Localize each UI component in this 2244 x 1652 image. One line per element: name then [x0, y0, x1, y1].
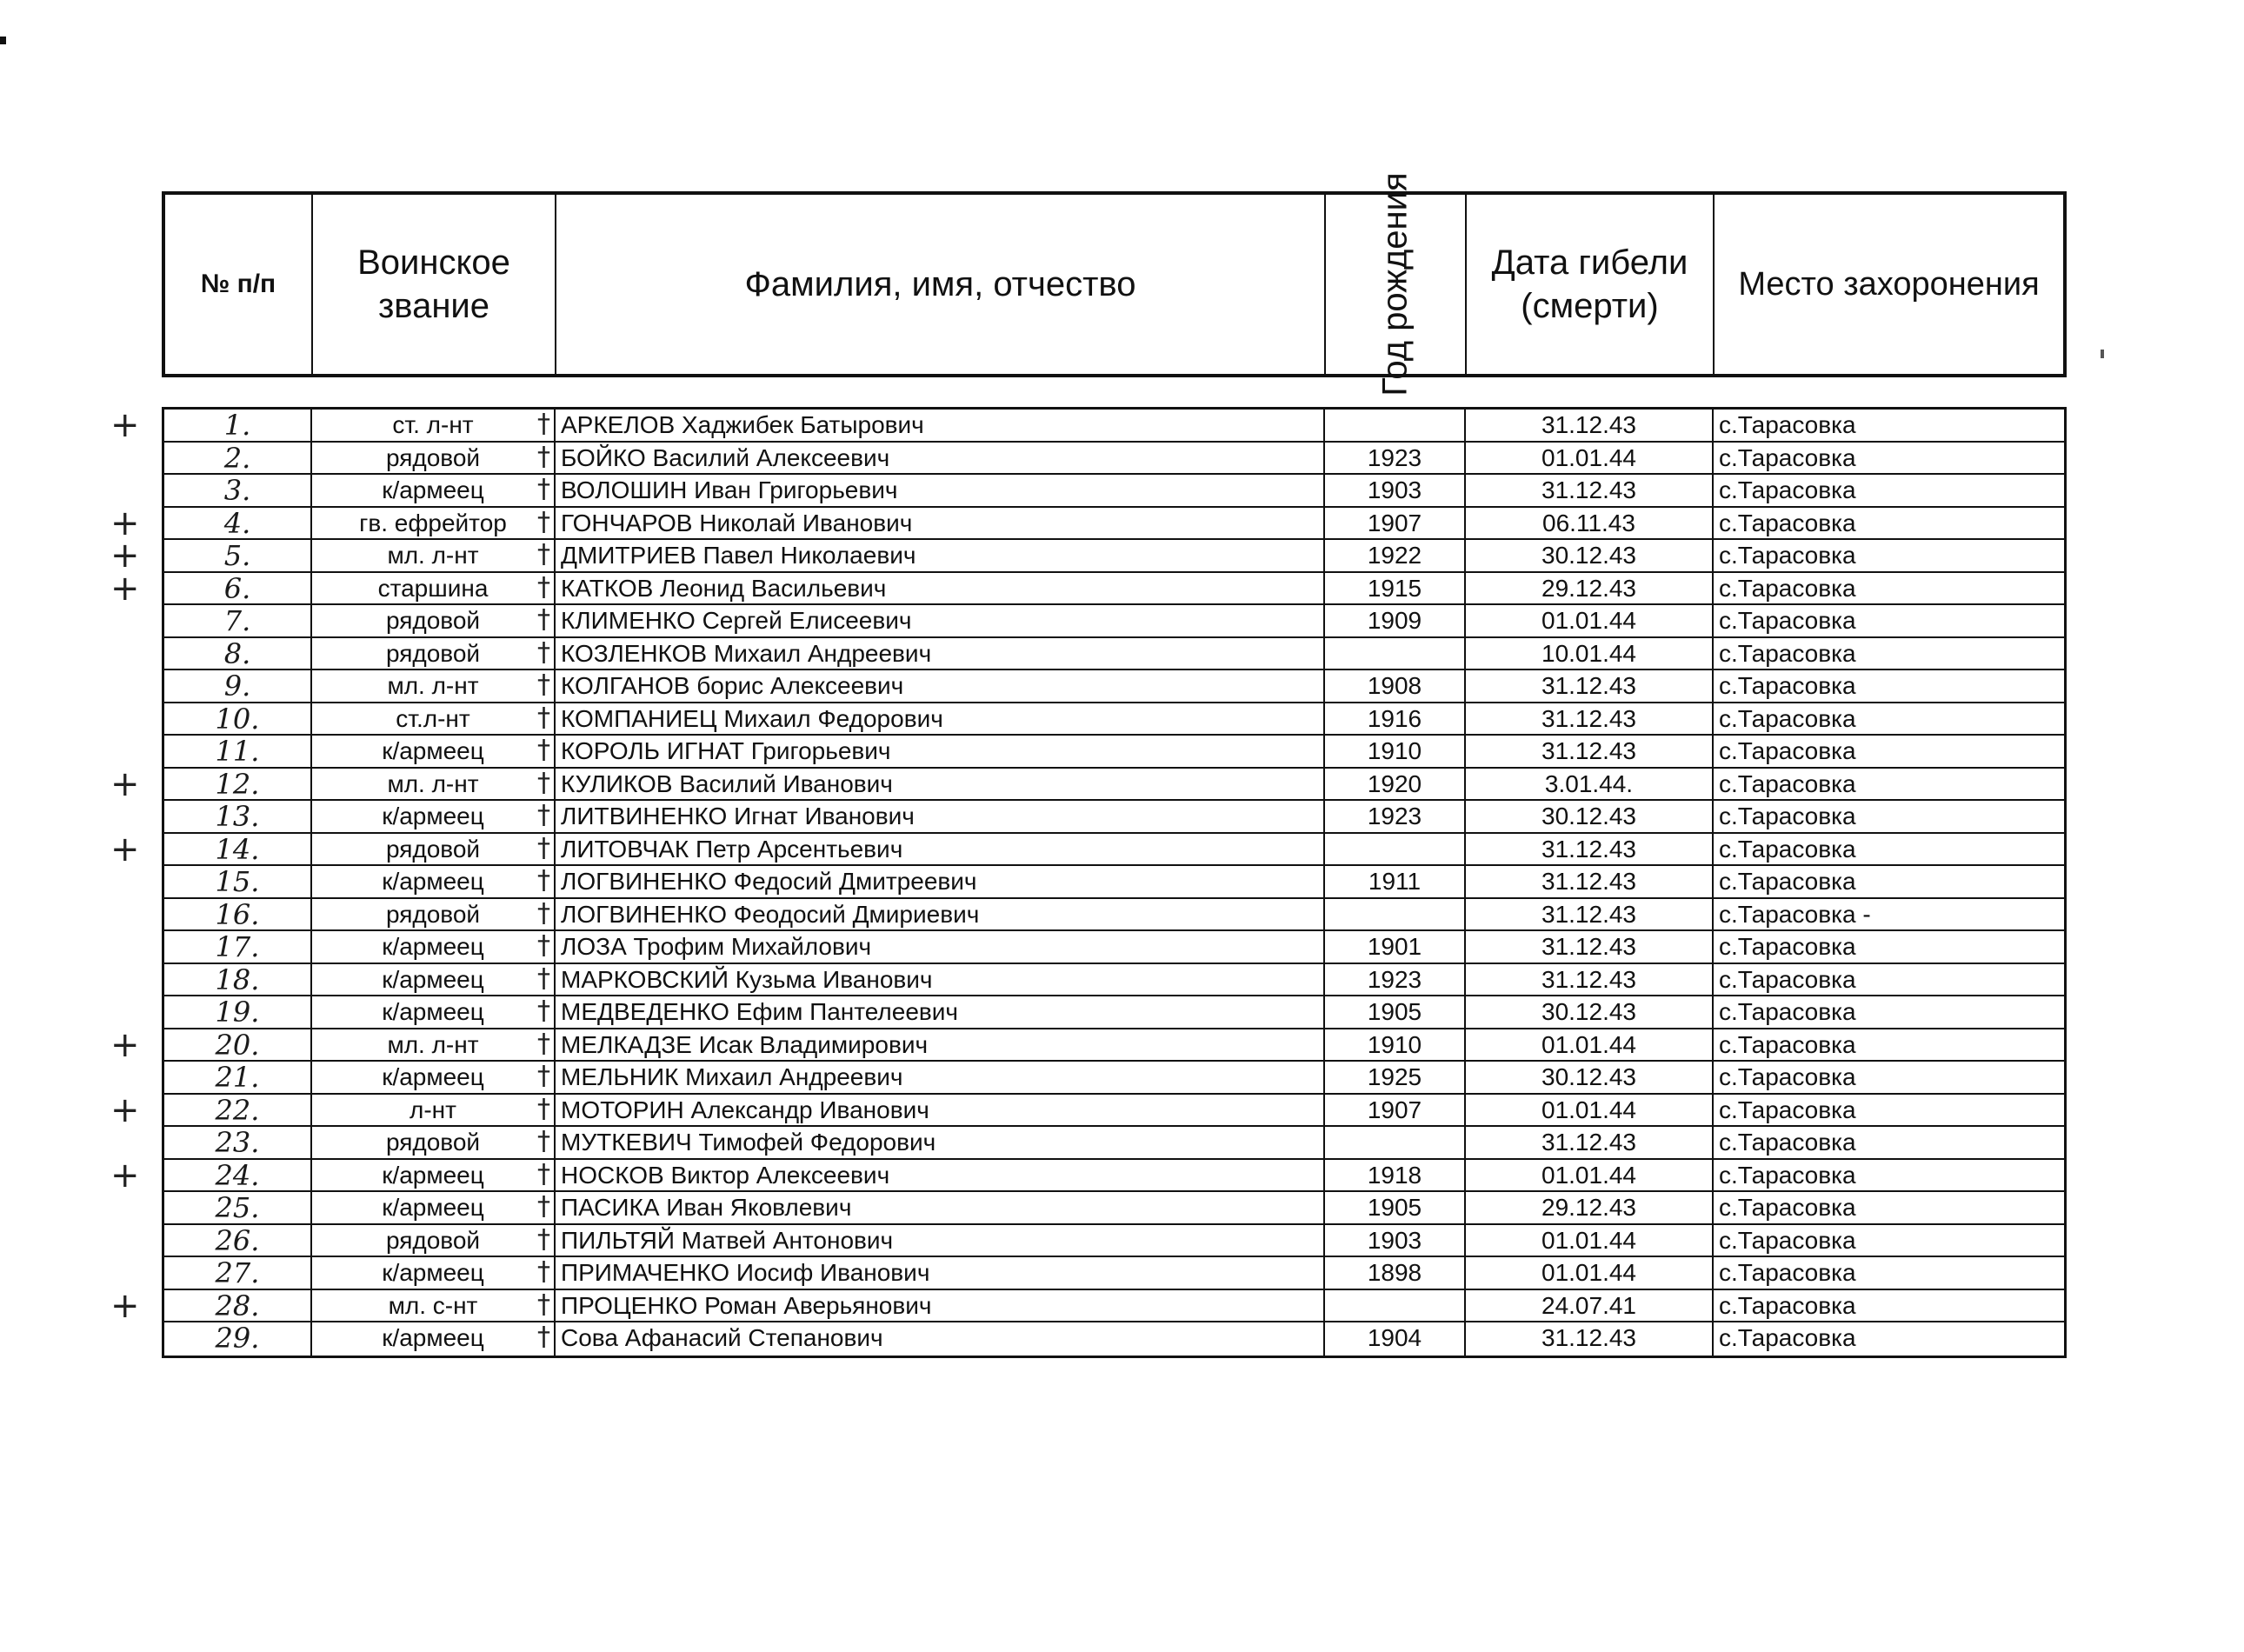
- cell-burial-place: с.Тарасовка -: [1719, 900, 1871, 928]
- table-row: [164, 996, 2064, 1029]
- cell-birth-year: 1903: [1325, 1225, 1466, 1256]
- cell-burial-place: с.Тарасовка: [1719, 411, 1856, 438]
- cell-full-name: АРКЕЛОВ Хаджибек Батырович: [556, 410, 1325, 441]
- cell-number: 28.: [164, 1290, 312, 1322]
- cell-number: 2.: [164, 443, 312, 474]
- cell-death-date: 31.12.43: [1466, 834, 1714, 865]
- rank-text: к/армеец: [382, 868, 484, 895]
- cell-full-name: БОЙКО Василий Алексеевич: [556, 443, 1325, 474]
- cell-full-name: ПАСИКА Иван Яковлевич: [556, 1192, 1325, 1223]
- cell-rank: [312, 1127, 556, 1158]
- table-row: [164, 475, 2064, 508]
- cell-number: 4.: [164, 508, 312, 539]
- cell-burial-place: с.Тарасовка: [1719, 1096, 1856, 1123]
- cell-full-name: МУТКЕВИЧ Тимофей Федорович: [556, 1127, 1325, 1158]
- cell-full-name: КОЛГАНОВ борис Алексеевич: [556, 670, 1325, 702]
- cell-death-date: 01.01.44: [1466, 1029, 1714, 1061]
- cross-mark-icon: †: [537, 507, 550, 537]
- cross-mark-icon: †: [537, 1127, 550, 1156]
- cell-burial-place: с.Тарасовка: [1719, 574, 1856, 602]
- rank-text: к/армеец: [382, 965, 484, 993]
- cross-mark-icon: †: [537, 1192, 550, 1222]
- cell-death-date: 31.12.43: [1466, 1127, 1714, 1158]
- table-row: [110, 405, 2064, 445]
- cell-burial-place: с.Тарасовка: [1719, 476, 1856, 503]
- cross-mark-icon: †: [537, 1289, 550, 1320]
- cell-rank: [312, 1095, 556, 1126]
- cell-number: 18.: [164, 964, 312, 996]
- header-birth-year: [1326, 172, 1467, 396]
- rank-text: мл. с-нт: [388, 1291, 478, 1319]
- cell-burial-place: с.Тарасовка: [1719, 1129, 1856, 1156]
- cell-death-date: 31.12.43: [1466, 703, 1714, 735]
- cross-mark-icon: †: [537, 996, 550, 1026]
- rank-text: л-нт: [410, 1096, 456, 1123]
- rank-text: мл. л-нт: [387, 1030, 479, 1058]
- cell-death-date: 01.01.44: [1466, 1095, 1714, 1126]
- table-row: [164, 801, 2064, 834]
- cell-birth-year: 1904: [1325, 1322, 1466, 1356]
- cell-birth-year: 1909: [1325, 605, 1466, 636]
- cell-rank: [312, 605, 556, 636]
- rank-text: к/армеец: [382, 1324, 484, 1351]
- rank-text: к/армеец: [382, 476, 484, 503]
- rank-text: рядовой: [385, 835, 481, 863]
- cell-birth-year: [1325, 899, 1466, 930]
- cross-mark-icon: †: [537, 833, 550, 863]
- cell-number: 5.: [164, 540, 312, 571]
- cell-death-date: 30.12.43: [1466, 1062, 1714, 1093]
- cell-rank: [312, 834, 556, 865]
- rank-text: рядовой: [385, 1129, 481, 1156]
- cell-full-name: МОТОРИН Александр Иванович: [556, 1095, 1325, 1126]
- cell-rank: [312, 443, 556, 474]
- cell-birth-year: 1908: [1325, 670, 1466, 702]
- table-row: [110, 536, 2064, 576]
- cell-full-name: КОЗЛЕНКОВ Михаил Андреевич: [556, 638, 1325, 669]
- cross-mark-icon: †: [537, 1029, 550, 1059]
- cross-mark-icon: †: [537, 1322, 550, 1352]
- cross-mark-icon: †: [537, 1257, 550, 1287]
- cell-burial-place: с.Тарасовка: [1719, 965, 1856, 993]
- rank-text: к/армеец: [382, 1161, 484, 1189]
- table-row: [164, 866, 2064, 899]
- cell-birth-year: [1325, 410, 1466, 441]
- cell-burial-place: с.Тарасовка: [1719, 542, 1856, 569]
- cross-mark-icon: †: [537, 540, 550, 570]
- rank-text: к/армеец: [382, 1259, 484, 1286]
- cell-rank: [312, 964, 556, 996]
- cell-burial-place: с.Тарасовка: [1719, 509, 1856, 536]
- cross-mark-icon: †: [537, 572, 550, 603]
- cell-death-date: 29.12.43: [1466, 573, 1714, 604]
- table-row: [110, 763, 2064, 804]
- cell-burial-place: с.Тарасовка: [1719, 835, 1856, 863]
- table-row: [164, 703, 2064, 736]
- table-row: [164, 638, 2064, 671]
- cross-mark-icon: †: [537, 931, 550, 961]
- cell-burial-place: с.Тарасовка: [1719, 1030, 1856, 1058]
- cell-birth-year: 1911: [1325, 866, 1466, 897]
- cell-full-name: КОРОЛЬ ИГНАТ Григорьевич: [556, 736, 1325, 767]
- cell-rank: [312, 670, 556, 702]
- cell-death-date: 10.01.44: [1466, 638, 1714, 669]
- cross-mark-icon: †: [537, 866, 550, 896]
- cell-death-date: 31.12.43: [1466, 410, 1714, 441]
- cell-burial-place: с.Тарасовка: [1719, 443, 1856, 471]
- cell-full-name: ЛОЗА Трофим Михайлович: [556, 931, 1325, 963]
- scan-artifact: [0, 37, 6, 44]
- cell-death-date: 31.12.43: [1466, 736, 1714, 767]
- cell-birth-year: 1925: [1325, 1062, 1466, 1093]
- cell-full-name: ГОНЧАРОВ Николай Иванович: [556, 508, 1325, 539]
- rank-text: к/армеец: [382, 933, 484, 960]
- cell-birth-year: 1898: [1325, 1257, 1466, 1289]
- cell-birth-year: [1325, 638, 1466, 669]
- cell-number: 20.: [164, 1029, 312, 1061]
- table-row: [110, 1285, 2064, 1326]
- cell-burial-place: с.Тарасовка: [1719, 933, 1856, 960]
- cell-burial-place: с.Тарасовка: [1719, 769, 1856, 797]
- cell-burial-place: с.Тарасовка: [1719, 1291, 1856, 1319]
- cell-rank: [312, 1290, 556, 1322]
- cell-number: 25.: [164, 1192, 312, 1223]
- cross-mark-icon: +: [110, 1155, 140, 1196]
- cross-mark-icon: †: [537, 410, 550, 439]
- cell-birth-year: 1905: [1325, 1192, 1466, 1223]
- table-row: [164, 1257, 2064, 1290]
- cell-burial-place: с.Тарасовка: [1719, 1324, 1856, 1351]
- cell-birth-year: [1325, 1127, 1466, 1158]
- cell-death-date: 30.12.43: [1466, 996, 1714, 1028]
- cell-death-date: 01.01.44: [1466, 1160, 1714, 1191]
- cell-full-name: МЕДВЕДЕНКО Ефим Пантелеевич: [556, 996, 1325, 1028]
- cross-mark-icon: †: [537, 703, 550, 733]
- table-row: [164, 1192, 2064, 1225]
- cell-death-date: 29.12.43: [1466, 1192, 1714, 1223]
- rank-text: ст.л-нт: [396, 704, 470, 732]
- rank-text: рядовой: [385, 639, 481, 667]
- cell-number: 10.: [164, 703, 312, 735]
- rank-text: к/армеец: [382, 1194, 484, 1221]
- cell-rank: [312, 899, 556, 930]
- cell-rank: [312, 801, 556, 832]
- cell-burial-place: с.Тарасовка: [1719, 1226, 1856, 1254]
- table-body: [110, 405, 2067, 1358]
- cell-number: 26.: [164, 1225, 312, 1256]
- cell-full-name: НОСКОВ Виктор Алексеевич: [556, 1160, 1325, 1191]
- cell-death-date: 01.01.44: [1466, 1225, 1714, 1256]
- table-row: [164, 1322, 2064, 1356]
- rank-text: рядовой: [385, 900, 481, 928]
- cross-mark-icon: †: [537, 963, 550, 994]
- cell-full-name: КОМПАНИЕЦ Михаил Федорович: [556, 703, 1325, 735]
- cell-number: 14.: [164, 834, 312, 865]
- cell-birth-year: 1923: [1325, 443, 1466, 474]
- rank-text: к/армеец: [382, 737, 484, 764]
- cell-burial-place: с.Тарасовка: [1719, 1194, 1856, 1221]
- rank-text: гв. ефрейтор: [359, 509, 507, 536]
- cell-birth-year: 1920: [1325, 769, 1466, 800]
- cell-rank: [312, 1257, 556, 1289]
- cross-mark-icon: †: [537, 637, 550, 668]
- cell-full-name: ПРИМАЧЕНКО Иосиф Иванович: [556, 1257, 1325, 1289]
- cell-death-date: 3.01.44.: [1466, 769, 1714, 800]
- cross-mark-icon: †: [537, 605, 550, 635]
- cell-rank: [312, 1029, 556, 1061]
- cross-mark-icon: +: [110, 1024, 140, 1065]
- rank-text: к/армеец: [382, 1063, 484, 1090]
- cell-death-date: 01.01.44: [1466, 1257, 1714, 1289]
- cross-mark-icon: †: [537, 1094, 550, 1124]
- rank-text: к/армеец: [382, 803, 484, 829]
- cell-birth-year: 1910: [1325, 1029, 1466, 1061]
- rank-text: к/армеец: [382, 998, 484, 1025]
- table-row: [110, 503, 2064, 543]
- cell-rank: [312, 540, 556, 571]
- cell-number: 1.: [164, 410, 312, 441]
- cell-burial-place: с.Тарасовка: [1719, 868, 1856, 895]
- cell-number: 23.: [164, 1127, 312, 1158]
- cell-birth-year: 1903: [1325, 475, 1466, 506]
- cell-rank: [312, 931, 556, 963]
- cell-burial-place: с.Тарасовка: [1719, 672, 1856, 699]
- cell-full-name: МЕЛЬНИК Михаил Андреевич: [556, 1062, 1325, 1093]
- table-row: [110, 1024, 2064, 1065]
- cell-number: 15.: [164, 866, 312, 897]
- cell-number: 6.: [164, 573, 312, 604]
- cell-rank: [312, 573, 556, 604]
- cell-full-name: КУЛИКОВ Василий Иванович: [556, 769, 1325, 800]
- cell-number: 3.: [164, 475, 312, 506]
- cross-mark-icon: †: [537, 475, 550, 504]
- cell-rank: [312, 866, 556, 897]
- table-row: [164, 443, 2064, 476]
- header-rank: Воинское звание: [313, 195, 556, 374]
- cell-rank: [312, 996, 556, 1028]
- scan-speck: [2101, 350, 2104, 358]
- cross-mark-icon: †: [537, 670, 550, 700]
- cell-birth-year: 1901: [1325, 931, 1466, 963]
- cross-mark-icon: †: [537, 1159, 550, 1189]
- table-row: [110, 1155, 2064, 1196]
- cross-mark-icon: †: [537, 801, 550, 830]
- cell-burial-place: с.Тарасовка: [1719, 1063, 1856, 1090]
- table-row: [164, 1225, 2064, 1258]
- cell-full-name: ЛИТВИНЕНКО Игнат Иванович: [556, 801, 1325, 832]
- table-row: [110, 829, 2064, 869]
- cell-number: 8.: [164, 638, 312, 669]
- cross-mark-icon: +: [110, 503, 140, 543]
- cell-rank: [312, 475, 556, 506]
- cell-full-name: МЕЛКАДЗЕ Исак Владимирович: [556, 1029, 1325, 1061]
- cell-birth-year: 1905: [1325, 996, 1466, 1028]
- rank-text: мл. л-нт: [387, 769, 479, 797]
- cross-mark-icon: †: [537, 898, 550, 929]
- cell-burial-place: с.Тарасовка: [1719, 639, 1856, 667]
- cell-birth-year: 1910: [1325, 736, 1466, 767]
- header-birth-year-label: Год рождения: [1376, 172, 1415, 396]
- cell-birth-year: 1923: [1325, 964, 1466, 996]
- cell-death-date: 31.12.43: [1466, 670, 1714, 702]
- cell-full-name: МАРКОВСКИЙ Кузьма Иванович: [556, 964, 1325, 996]
- cell-rank: [312, 410, 556, 441]
- cell-rank: [312, 1322, 556, 1356]
- header-burial-place: Место захоронения: [1738, 266, 2040, 303]
- cell-number: 24.: [164, 1160, 312, 1191]
- cell-number: 29.: [164, 1322, 312, 1356]
- cell-rank: [312, 736, 556, 767]
- cross-mark-icon: +: [110, 405, 140, 445]
- cell-burial-place: с.Тарасовка: [1719, 1259, 1856, 1286]
- cell-rank: [312, 1225, 556, 1256]
- table-row: [164, 605, 2064, 638]
- cross-mark-icon: +: [110, 1089, 140, 1130]
- cell-number: 12.: [164, 769, 312, 800]
- cross-mark-icon: +: [110, 763, 140, 804]
- cell-number: 27.: [164, 1257, 312, 1289]
- cross-mark-icon: †: [537, 442, 550, 472]
- cell-full-name: ДМИТРИЕВ Павел Николаевич: [556, 540, 1325, 571]
- rank-text: рядовой: [385, 443, 481, 471]
- cell-full-name: КЛИМЕНКО Сергей Елисеевич: [556, 605, 1325, 636]
- cell-full-name: ЛОГВИНЕНКО Феодосий Дмириевич: [556, 899, 1325, 930]
- cross-mark-icon: †: [537, 1224, 550, 1255]
- cell-full-name: ЛИТОВЧАК Петр Арсентьевич: [556, 834, 1325, 865]
- header-number: № п/п: [165, 195, 313, 374]
- cell-number: 13.: [164, 801, 312, 832]
- table-row: [110, 1089, 2064, 1130]
- table-row: [110, 568, 2064, 609]
- rank-text: рядовой: [385, 607, 481, 634]
- table-row: [164, 1062, 2064, 1095]
- cell-burial-place: с.Тарасовка: [1719, 998, 1856, 1025]
- cell-death-date: 31.12.43: [1466, 964, 1714, 996]
- cell-death-date: 30.12.43: [1466, 801, 1714, 832]
- rank-text: мл. л-нт: [387, 542, 479, 569]
- cell-death-date: 31.12.43: [1466, 475, 1714, 506]
- cell-rank: [312, 1192, 556, 1223]
- table-row: [164, 964, 2064, 997]
- cell-birth-year: 1907: [1325, 1095, 1466, 1126]
- table-row: [164, 670, 2064, 703]
- cross-mark-icon: †: [537, 768, 550, 798]
- cell-full-name: Сова Афанасий Степанович: [556, 1322, 1325, 1356]
- cell-rank: [312, 638, 556, 669]
- cell-burial-place: с.Тарасовка: [1719, 803, 1856, 829]
- cell-rank: [312, 1062, 556, 1093]
- cell-birth-year: 1918: [1325, 1160, 1466, 1191]
- rank-text: старшина: [377, 574, 489, 602]
- cell-number: 16.: [164, 899, 312, 930]
- cell-number: 22.: [164, 1095, 312, 1126]
- rank-text: рядовой: [385, 1226, 481, 1254]
- cell-burial-place: с.Тарасовка: [1719, 607, 1856, 634]
- cell-death-date: 01.01.44: [1466, 443, 1714, 474]
- cell-birth-year: 1907: [1325, 508, 1466, 539]
- cross-mark-icon: †: [537, 736, 550, 765]
- cell-death-date: 30.12.43: [1466, 540, 1714, 571]
- cell-burial-place: с.Тарасовка: [1719, 737, 1856, 764]
- table-row: [164, 931, 2064, 964]
- cell-death-date: 31.12.43: [1466, 899, 1714, 930]
- cell-number: 17.: [164, 931, 312, 963]
- cell-birth-year: [1325, 1290, 1466, 1322]
- table-row: [164, 899, 2064, 932]
- cell-birth-year: 1923: [1325, 801, 1466, 832]
- cell-full-name: ПИЛЬТЯЙ Матвей Антонович: [556, 1225, 1325, 1256]
- cell-birth-year: 1915: [1325, 573, 1466, 604]
- cell-full-name: ПРОЦЕНКО Роман Аверьянович: [556, 1290, 1325, 1322]
- cross-mark-icon: +: [110, 536, 140, 576]
- cell-number: 11.: [164, 736, 312, 767]
- cell-full-name: КАТКОВ Леонид Васильевич: [556, 573, 1325, 604]
- cell-full-name: ВОЛОШИН Иван Григорьевич: [556, 475, 1325, 506]
- cell-burial-place: с.Тарасовка: [1719, 704, 1856, 732]
- table-row: [164, 1127, 2064, 1160]
- cell-burial-place: с.Тарасовка: [1719, 1161, 1856, 1189]
- cross-mark-icon: +: [110, 829, 140, 869]
- table-header: [162, 172, 2067, 396]
- cell-birth-year: 1916: [1325, 703, 1466, 735]
- cell-death-date: 31.12.43: [1466, 1322, 1714, 1356]
- cell-number: 7.: [164, 605, 312, 636]
- cross-mark-icon: †: [537, 1062, 550, 1091]
- cell-rank: [312, 508, 556, 539]
- cell-death-date: 31.12.43: [1466, 866, 1714, 897]
- cell-birth-year: [1325, 834, 1466, 865]
- table-row: [164, 736, 2064, 769]
- cell-full-name: ЛОГВИНЕНКО Федосий Дмитреевич: [556, 866, 1325, 897]
- cell-rank: [312, 1160, 556, 1191]
- cell-birth-year: 1922: [1325, 540, 1466, 571]
- cell-rank: [312, 703, 556, 735]
- cross-mark-icon: +: [110, 568, 140, 609]
- header-death-date: Дата гибели (смерти): [1467, 195, 1715, 374]
- header-full-name: Фамилия, имя, отчество: [556, 195, 1326, 374]
- cell-death-date: 31.12.43: [1466, 931, 1714, 963]
- rank-text: мл. л-нт: [387, 672, 479, 699]
- cell-death-date: 24.07.41: [1466, 1290, 1714, 1322]
- cell-death-date: 01.01.44: [1466, 605, 1714, 636]
- cross-mark-icon: +: [110, 1285, 140, 1326]
- cell-death-date: 06.11.43: [1466, 508, 1714, 539]
- cell-rank: [312, 769, 556, 800]
- cell-number: 9.: [164, 670, 312, 702]
- cell-number: 19.: [164, 996, 312, 1028]
- cell-number: 21.: [164, 1062, 312, 1093]
- rank-text: ст. л-нт: [392, 411, 474, 438]
